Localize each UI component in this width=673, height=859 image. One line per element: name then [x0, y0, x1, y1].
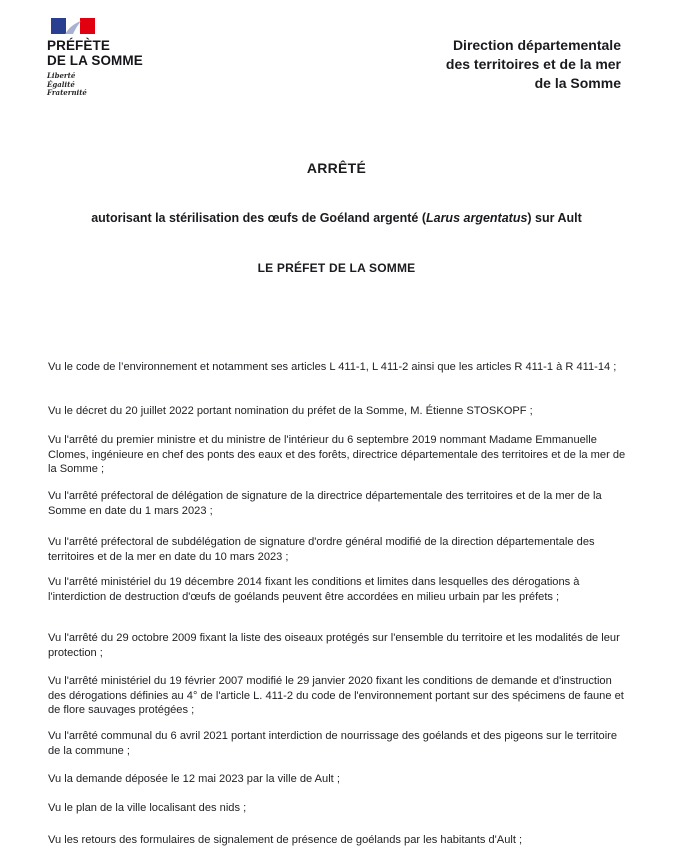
- marianne-flag-icon: [51, 18, 95, 34]
- document-title: ARRÊTÉ: [306, 160, 367, 176]
- visa-paragraph: Vu l'arrêté préfectoral de délégation de signature de la directrice départementale des territoires et de la mer de la Somme en date du 1 mars 2023 ;: [48, 490, 602, 517]
- species-latin-name: Larus argentatus: [425, 211, 528, 225]
- document-subject: [0, 211, 673, 225]
- issuing-authority: LE PRÉFET DE LA SOMME: [257, 261, 416, 275]
- prefecture-line-1: PRÉFÈTE: [47, 38, 110, 53]
- issuing-direction: [361, 36, 621, 93]
- visa-paragraph: Vu l'arrêté communal du 6 avril 2021 portant interdiction de nourrissage des goélands et des pigeons sur le territoire de la commune ;: [48, 730, 618, 757]
- visa-paragraph: Vu l'arrêté du premier ministre et du ministre de l'intérieur du 6 septembre 2019 nommant Madame Emmanuelle Clomes, ingénieure en chef des ponts des eaux et des forêts, directrice départementale des territoires et de la mer de la Somme ;: [48, 434, 626, 475]
- republic-motto: [47, 72, 87, 98]
- visa-paragraph: Vu les retours des formulaires de signalement de présence de goélands par les habitants d'Ault ;: [48, 834, 523, 846]
- motto-liberte: Liberté: [47, 71, 76, 80]
- prefecture-name: [47, 38, 143, 68]
- visa-paragraph: Vu l'arrêté ministériel du 19 février 2007 modifié le 29 janvier 2020 fixant les conditions de demande et d'instruction des dérogations définies au 4° de l'article L. 411-2 du code de l'environnement portant sur des spécimens de faune et de flore sauvages protégées ;: [48, 675, 624, 716]
- visa-paragraph: Vu l'arrêté préfectoral de subdélégation de signature d'ordre général modifié de la direction départementale des territoires et de la mer en date du 10 mars 2023 ;: [48, 536, 595, 563]
- visa-paragraph: Vu la demande déposée le 12 mai 2023 par la ville de Ault ;: [48, 773, 340, 785]
- direction-line-3: de la Somme: [534, 75, 621, 91]
- prefecture-line-2: DE LA SOMME: [47, 53, 143, 68]
- motto-egalite: Égalité: [47, 79, 75, 89]
- visa-paragraph: Vu le décret du 20 juillet 2022 portant nomination du préfet de la Somme, M. Étienne STOSKOPF ;: [48, 405, 533, 417]
- subject-location: ) sur Ault: [527, 211, 582, 225]
- direction-line-1: Direction départementale: [452, 37, 621, 53]
- visa-paragraph: Vu le plan de la ville localisant des nids ;: [48, 802, 247, 814]
- visa-paragraph: Vu l'arrêté ministériel du 19 décembre 2014 fixant les conditions et limites dans lesquelles des dérogations à l'interdiction de destruction d'œufs de goélands peuvent être accordées en milieu urbain par les préfets ;: [48, 576, 580, 603]
- direction-line-2: des territoires et de la mer: [445, 56, 621, 72]
- motto-fraternite: Fraternité: [47, 88, 87, 97]
- visa-paragraph: Vu le code de l’environnement et notamment ses articles L 411-1, L 411-2 ainsi que les articles R 411-1 à R 411-14 ;: [48, 361, 617, 373]
- subject-text: autorisant la stérilisation des œufs de Goéland argenté (: [91, 211, 426, 225]
- visa-paragraph: Vu l'arrêté du 29 octobre 2009 fixant la liste des oiseaux protégés sur l'ensemble du territoire et les modalités de leur protection ;: [48, 632, 620, 659]
